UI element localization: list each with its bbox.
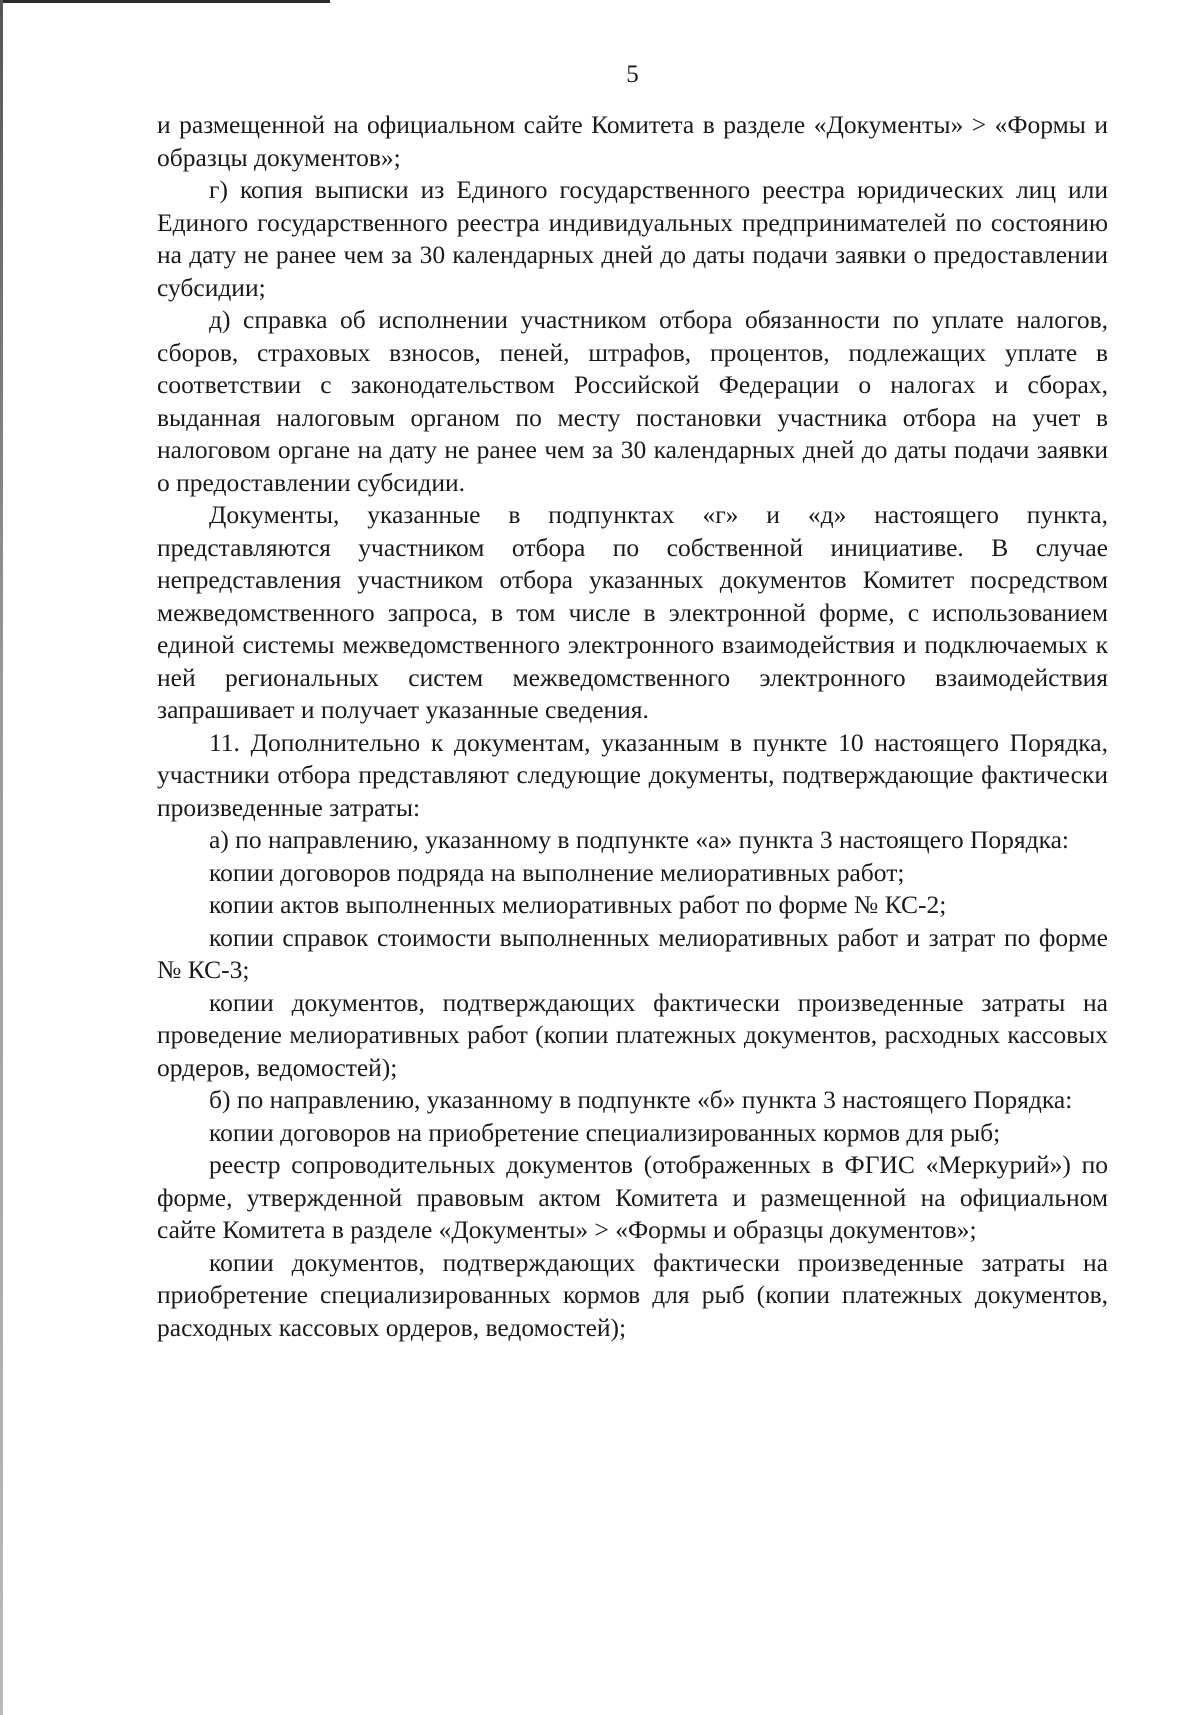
paragraph: реестр сопроводительных документов (отображенных в ФГИС «Меркурий») по форме, утвержденной правовым актом Комитета и размещенной на официальном сайте Комитета в разделе «Документы» > «Формы и образцы документов»; [157,1150,1108,1244]
paragraph: копии документов, подтверждающих фактически произведенные затраты на проведение мелиоративных работ (копии платежных документов, расходных кассовых ордеров, ведомостей); [157,987,1108,1082]
paragraph: г) копия выписки из Единого государственного реестра юридических лиц или Единого государственного реестра индивидуальных предпринимателей по состоянию на дату не ранее чем за 30 календарных дней до даты подачи заявки о предоставлении субсидии; [157,175,1108,302]
paragraph: и размещенной на официальном сайте Комитета в разделе «Документы» > «Формы и образцы документов»; [157,110,1108,172]
document-body [157,109,1108,1344]
paragraph: копии актов выполненных мелиоративных работ по форме № КС-2; [209,890,947,919]
scan-edge-top [0,0,330,3]
paragraph: Документы, указанные в подпунктах «г» и «д» настоящего пункта, представляются участником отбора по собственной инициативе. В случае непредставления участником отбора указанных документов Комитет посредством межведомственного запроса, в том числе в электронной форме, с использованием единой системы межведомственного электронного взаимодействия и подключаемых к ней региональных систем межведомственного электронного взаимодействия запрашивает и получает указанные сведения. [157,500,1108,724]
paragraph: копии документов, подтверждающих фактически произведенные затраты на приобретение специализированных кормов для рыб (копии платежных документов, расходных кассовых ордеров, ведомостей); [157,1247,1108,1342]
paragraph: 11. Дополнительно к документам, указанным в пункте 10 настоящего Порядка, участники отбора представляют следующие документы, подтверждающие фактически произведенные затраты: [157,727,1108,822]
scan-edge-left [0,0,3,1715]
paragraph: б) по направлению, указанному в подпункте «б» пункта 3 настоящего Порядка: [209,1085,1073,1114]
paragraph: копии договоров подряда на выполнение мелиоративных работ; [209,857,905,887]
page-number: 5 [626,61,639,88]
document-page [157,55,1108,1344]
paragraph: д) справка об исполнении участником отбора обязанности по уплате налогов, сборов, страховых взносов, пеней, штрафов, процентов, подлежащих уплате в соответствии с законодательством Российской Федерации о налогах и сборах, выданная налоговым органом по месту постановки участника отбора на учет в налоговом органе на дату не ранее чем за 30 календарных дней до даты подачи заявки о предоставлении субсидии. [157,305,1108,497]
paragraph: копии справок стоимости выполненных мелиоративных работ и затрат по форме № КС-3; [157,922,1108,984]
paragraph: а) по направлению, указанному в подпункте «а» пункта 3 настоящего Порядка: [209,825,1069,854]
paragraph: копии договоров на приобретение специализированных кормов для рыб; [209,1117,1001,1147]
